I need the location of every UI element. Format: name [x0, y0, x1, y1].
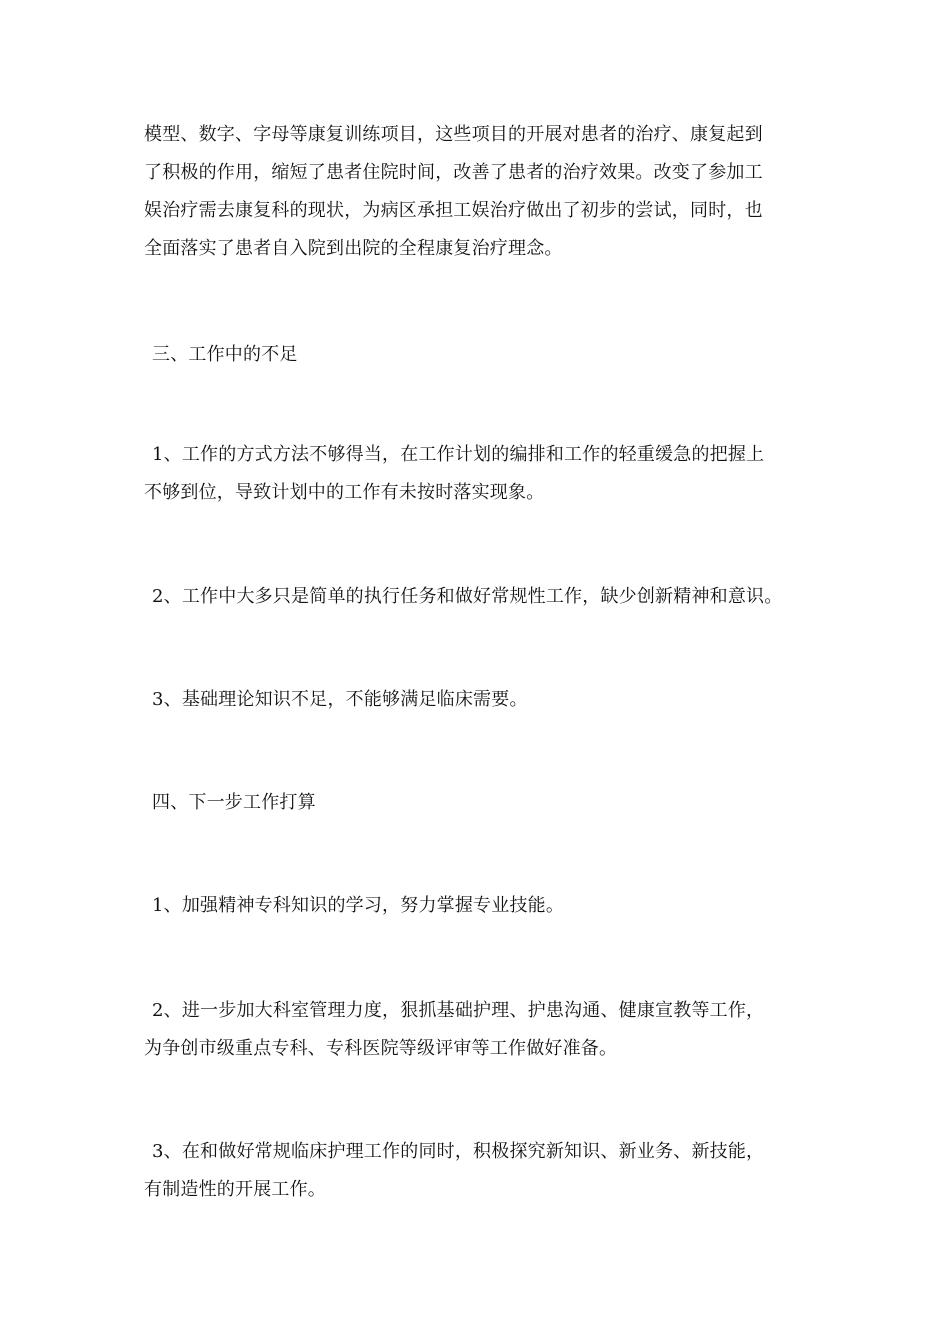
- section-heading-next-steps: 四、下一步工作打算: [152, 792, 316, 813]
- paragraph-line: 全面落实了患者自入院到出院的全程康复治疗理念。: [144, 238, 563, 259]
- paragraph-line: 娱治疗需去康复科的现状，为病区承担工娱治疗做出了初步的尝试，同时，也: [144, 200, 763, 221]
- paragraph-line: 模型、数字、字母等康复训练项目，这些项目的开展对患者的治疗、康复起到: [144, 124, 763, 145]
- list-item-line: 2、进一步加大科室管理力度，狠抓基础护理、护患沟通、健康宣教等工作，: [152, 1000, 765, 1021]
- list-item-line: 2、工作中大多只是简单的执行任务和做好常规性工作，缺少创新精神和意识。: [152, 586, 783, 607]
- section-heading-shortcomings: 三、工作中的不足: [152, 344, 298, 365]
- list-item-line: 3、在和做好常规临床护理工作的同时，积极探究新知识、新业务、新技能，: [152, 1141, 765, 1162]
- list-item-line: 为争创市级重点专科、专科医院等级评审等工作做好准备。: [144, 1038, 618, 1059]
- list-item-line: 1、工作的方式方法不够得当，在工作计划的编排和工作的轻重缓急的把握上: [152, 444, 765, 465]
- list-item-line: 3、基础理论知识不足，不能够满足临床需要。: [152, 689, 528, 710]
- list-item-line: 不够到位，导致计划中的工作有未按时落实现象。: [144, 482, 545, 503]
- list-item-line: 有制造性的开展工作。: [144, 1179, 326, 1200]
- list-item-line: 1、加强精神专科知识的学习，努力掌握专业技能。: [152, 895, 565, 916]
- paragraph-line: 了积极的作用，缩短了患者住院时间，改善了患者的治疗效果。改变了参加工: [144, 162, 763, 183]
